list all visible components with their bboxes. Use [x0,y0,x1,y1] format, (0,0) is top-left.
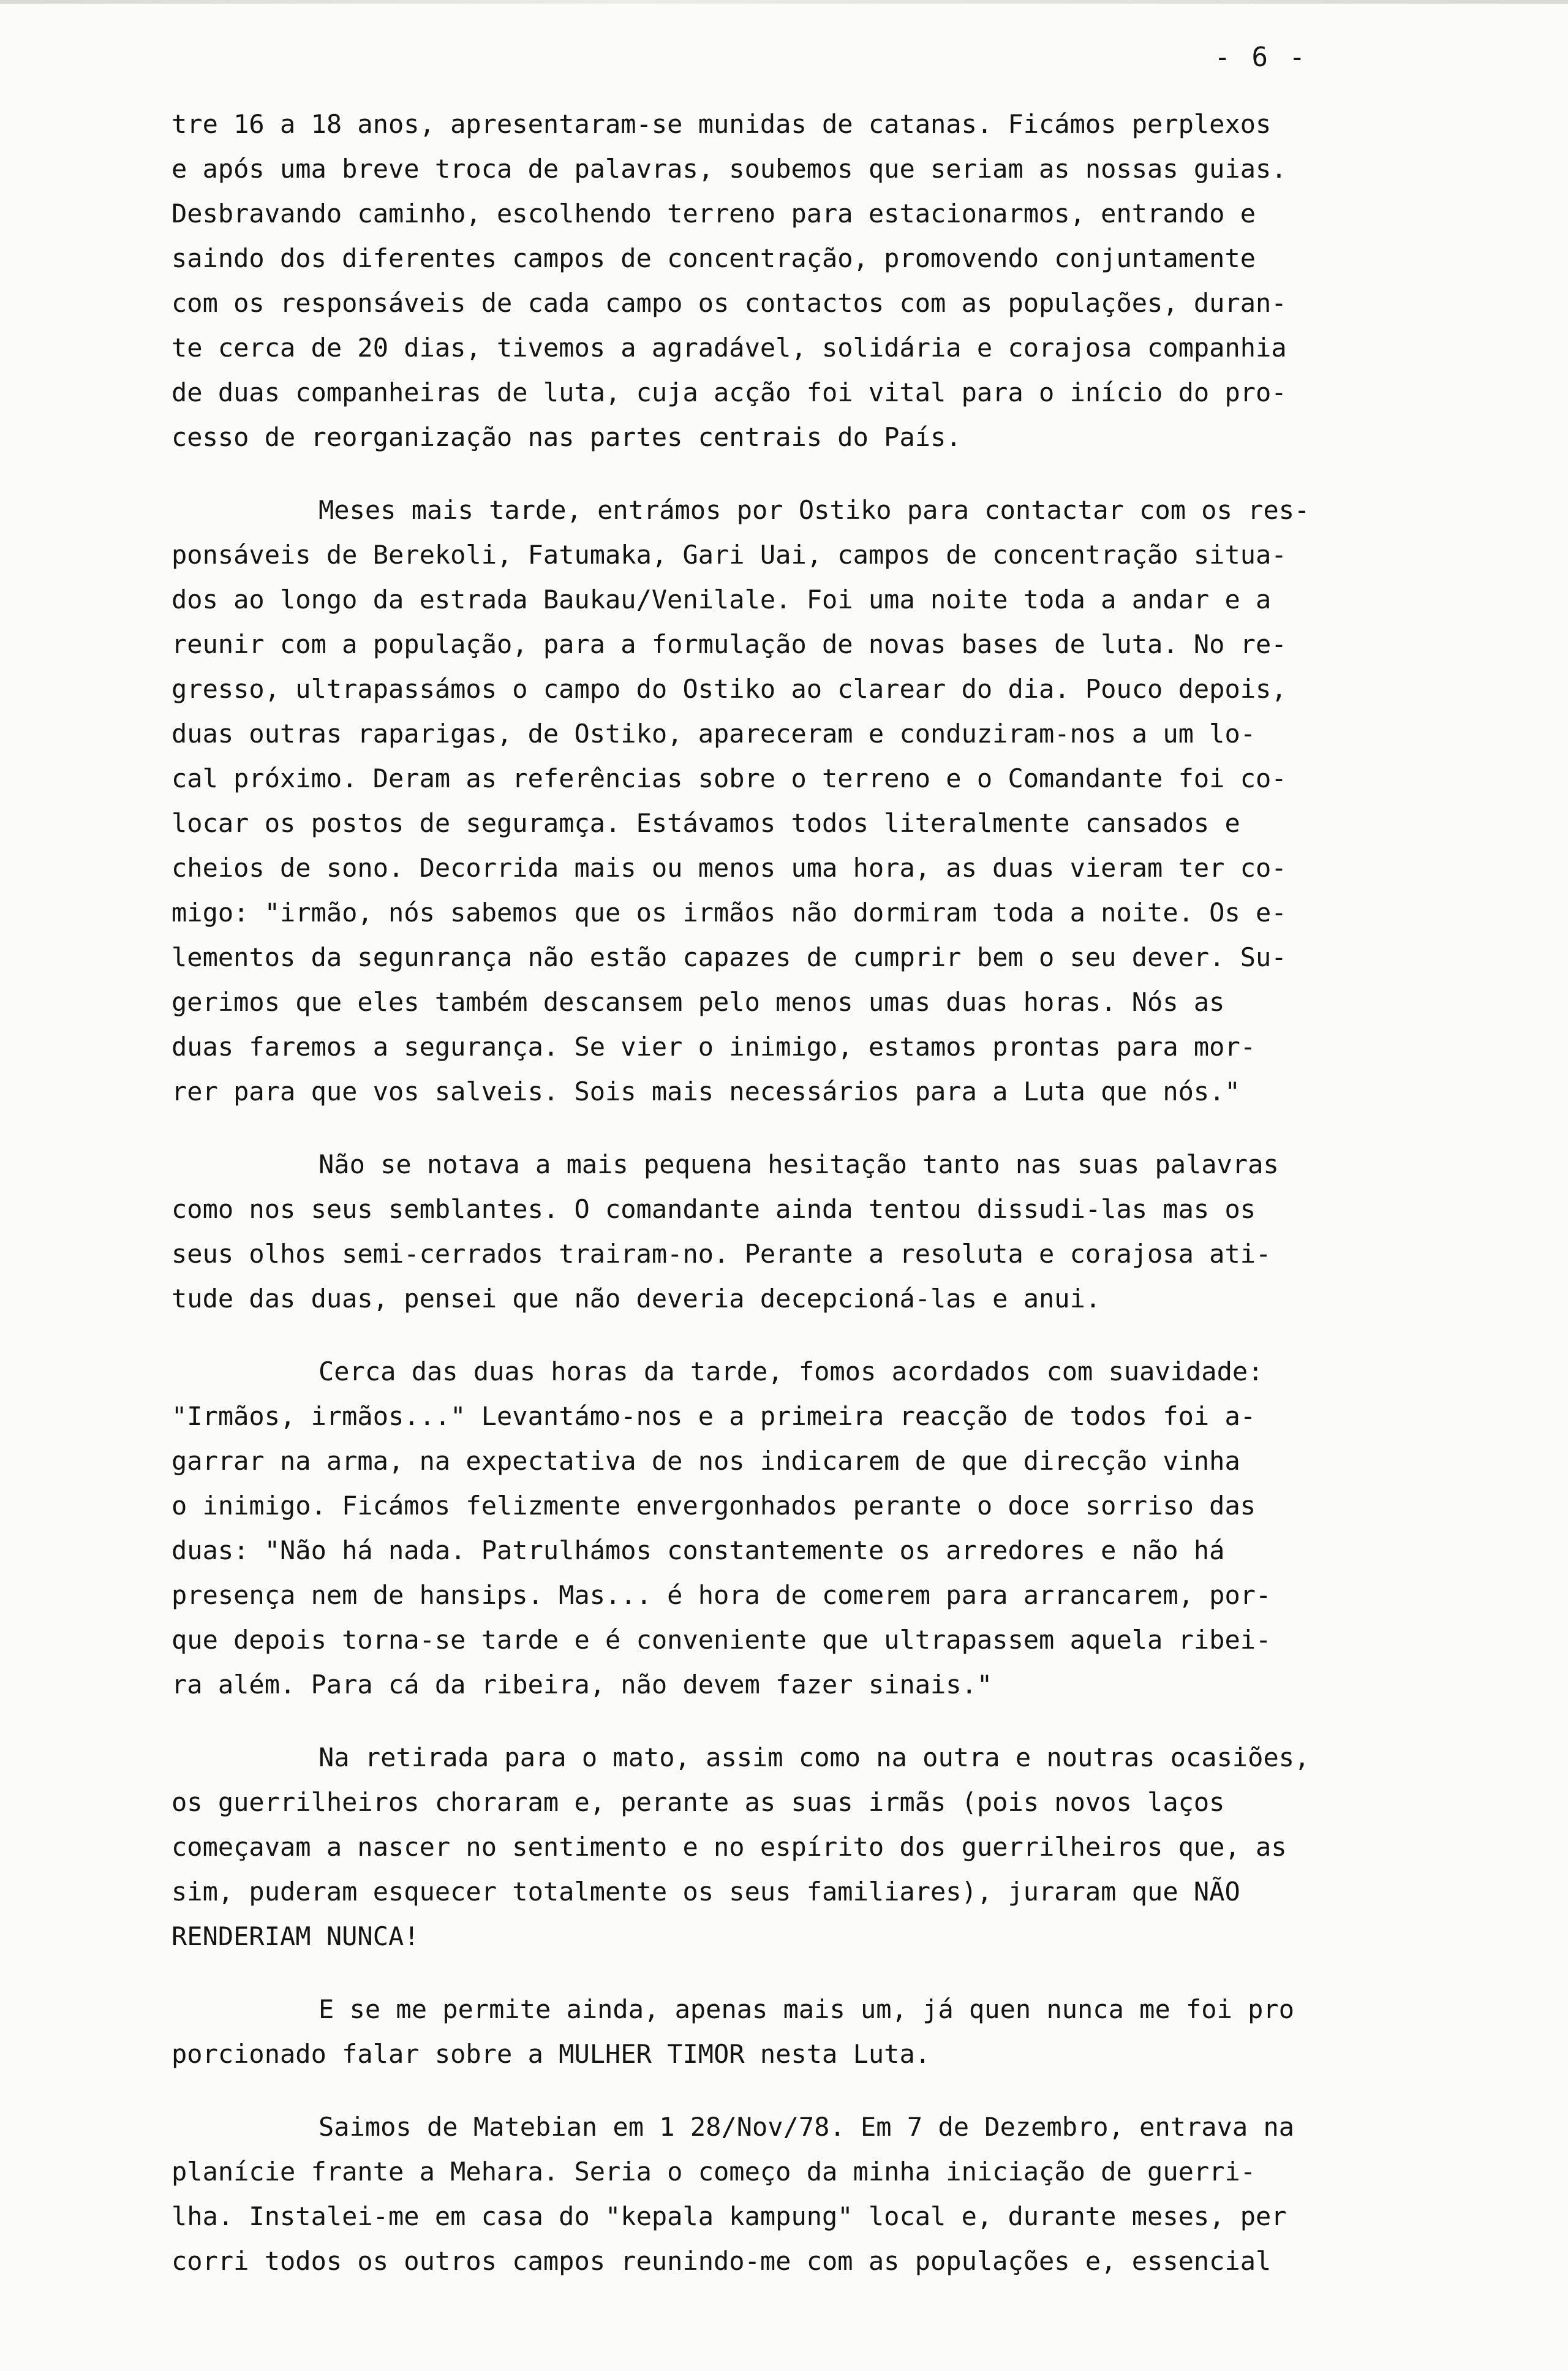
text-line: saindo dos diferentes campos de concentração, promovendo conjuntamente [172,243,1256,273]
text-line: o inimigo. Ficámos felizmente envergonhados perante o doce sorriso das [172,1491,1256,1521]
text-line: porcionado falar sobre a MULHER TIMOR nesta Luta. [172,2039,931,2069]
text-line: RENDERIAM NUNCA! [172,1921,420,1951]
text-line: corri todos os outros campos reunindo-me com as populações e, essencial [172,2246,1272,2276]
text-line: cesso de reorganização nas partes centrais do País. [172,422,962,452]
text-line: Na retirada para o mato, assim como na outra e noutras ocasiões, [318,1742,1310,1772]
text-line: Saimos de Matebian em 1 28/Nov/78. Em 7 de Dezembro, entrava na [318,2112,1295,2142]
text-line: duas: "Não há nada. Patrulhámos constantemente os arredores e não há [172,1535,1225,1565]
paragraph [172,1142,1507,1321]
text-line: que depois torna-se tarde e é conveniente que ultrapassem aquela ribei- [172,1625,1272,1655]
text-line: tre 16 a 18 anos, apresentaram-se munidas de catanas. Ficámos perplexos [172,109,1272,139]
text-line: "Irmãos, irmãos..." Levantámo-nos e a primeira reacção de todos foi a- [172,1401,1256,1431]
text-line: duas outras raparigas, de Ostiko, apareceram e conduziram-nos a um lo- [172,719,1256,749]
paragraph [172,1349,1507,1707]
paragraph [172,488,1507,1114]
text-line: dos ao longo da estrada Baukau/Venilale. Foi uma noite toda a andar e a [172,584,1272,614]
text-line: presença nem de hansips. Mas... é hora de comerem para arrancarem, por- [172,1580,1272,1610]
text-line: tude das duas, pensei que não deveria decepcioná-las e anui. [172,1284,1101,1314]
text-line: de duas companheiras de luta, cuja acção foi vital para o início do pro- [172,377,1287,407]
paragraph [172,1735,1507,1959]
text-line: te cerca de 20 dias, tivemos a agradável, solidária e corajosa companhia [172,333,1287,363]
body-text [172,102,1507,2283]
text-line: cheios de sono. Decorrida mais ou menos uma hora, as duas vieram ter co- [172,853,1287,883]
text-line: lha. Instalei-me em casa do "kepala kampung" local e, durante meses, per [172,2201,1287,2231]
text-line: gresso, ultrapassámos o campo do Ostiko ao clarear do dia. Pouco depois, [172,674,1287,704]
text-line: garrar na arma, na expectativa de nos indicarem de que direcção vinha [172,1446,1240,1476]
paragraph [172,2104,1507,2283]
paragraph [172,102,1507,459]
text-line: duas faremos a segurança. Se vier o inimigo, estamos prontas para mor- [172,1032,1256,1062]
text-line: seus olhos semi-cerrados trairam-no. Perante a resoluta e corajosa ati- [172,1239,1272,1269]
text-line: Desbravando caminho, escolhendo terreno para estacionarmos, entrando e [172,199,1256,229]
text-line: gerimos que eles também descansem pelo menos umas duas horas. Nós as [172,987,1225,1017]
text-line: rer para que vos salveis. Sois mais necessários para a Luta que nós." [172,1076,1240,1106]
text-line: e após uma breve troca de palavras, soubemos que seriam as nossas guias. [172,154,1287,184]
text-line: E se me permite ainda, apenas mais um, já quen nunca me foi pro [318,1994,1295,2024]
text-line: com os responsáveis de cada campo os contactos com as populações, duran- [172,288,1287,318]
text-line: lementos da segunrança não estão capazes de cumprir bem o seu dever. Su- [172,942,1287,972]
text-line: locar os postos de seguramça. Estávamos todos literalmente cansados e [172,808,1240,838]
text-line: ra além. Para cá da ribeira, não devem fazer sinais." [172,1670,993,1700]
text-line: migo: "irmão, nós sabemos que os irmãos não dormiram toda a noite. Os e- [172,898,1287,928]
text-line: cal próximo. Deram as referências sobre o terreno e o Comandante foi co- [172,763,1287,793]
text-line: os guerrilheiros choraram e, perante as suas irmãs (pois novos laços [172,1787,1225,1817]
text-line: Meses mais tarde, entrámos por Ostiko para contactar com os res- [318,495,1310,525]
text-line: Cerca das duas horas da tarde, fomos acordados com suavidade: [318,1356,1264,1386]
text-line: sim, puderam esquecer totalmente os seus familiares), juraram que NÃO [172,1877,1240,1907]
page-top-edge [0,0,1568,4]
text-line: ponsáveis de Berekoli, Fatumaka, Gari Uai, campos de concentração situa- [172,540,1287,570]
text-line: como nos seus semblantes. O comandante ainda tentou dissudi-las mas os [172,1194,1256,1224]
paragraph [172,1987,1507,2076]
text-line: planície frante a Mehara. Seria o começo da minha iniciação de guerri- [172,2157,1256,2187]
page-number: - 6 - [1214,42,1308,73]
text-line: reunir com a população, para a formulação de novas bases de luta. No re- [172,629,1287,659]
text-line: começavam a nascer no sentimento e no espírito dos guerrilheiros que, as [172,1832,1287,1862]
text-line: Não se notava a mais pequena hesitação tanto nas suas palavras [318,1149,1279,1179]
